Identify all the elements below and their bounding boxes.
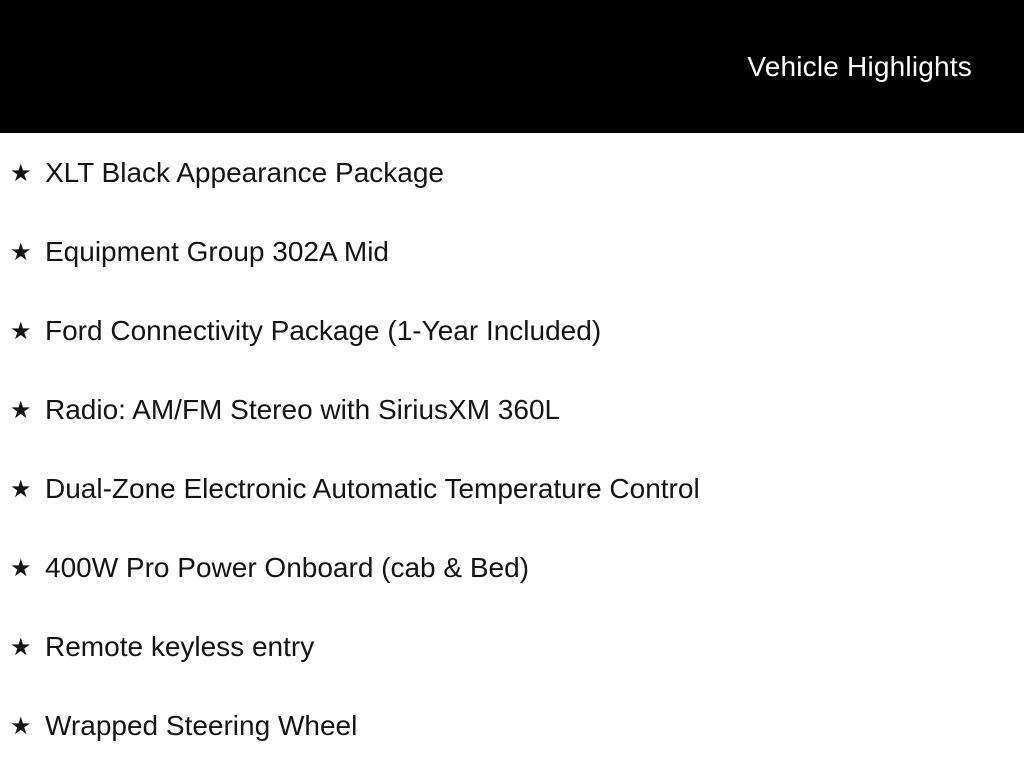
star-icon: ★ — [10, 711, 32, 740]
star-icon: ★ — [10, 158, 32, 187]
list-item-label: Equipment Group 302A Mid — [45, 235, 389, 267]
list-item-label: 400W Pro Power Onboard (cab & Bed) — [45, 551, 530, 583]
list-item-label: Dual-Zone Electronic Automatic Temperature Control — [45, 472, 700, 504]
list-item — [0, 212, 1024, 291]
star-icon: ★ — [10, 316, 32, 345]
list-item — [0, 686, 1024, 765]
list-item-label: Wrapped Steering Wheel — [45, 709, 358, 741]
list-item — [0, 607, 1024, 686]
star-icon: ★ — [10, 237, 32, 266]
list-item-label: Remote keyless entry — [45, 630, 315, 662]
highlights-list — [0, 133, 1024, 765]
list-item — [0, 449, 1024, 528]
list-item — [0, 528, 1024, 607]
star-icon: ★ — [10, 632, 32, 661]
header-bar — [0, 0, 1024, 133]
star-icon: ★ — [10, 474, 32, 503]
list-item — [0, 291, 1024, 370]
star-icon: ★ — [10, 553, 32, 582]
list-item — [0, 370, 1024, 449]
list-item-label: Radio: AM/FM Stereo with SiriusXM 360L — [45, 393, 561, 425]
list-item-label: Ford Connectivity Package (1-Year Included) — [45, 314, 602, 346]
page-title: Vehicle Highlights — [747, 50, 972, 82]
list-item — [0, 133, 1024, 212]
star-icon: ★ — [10, 395, 32, 424]
list-item-label: XLT Black Appearance Package — [45, 156, 444, 188]
